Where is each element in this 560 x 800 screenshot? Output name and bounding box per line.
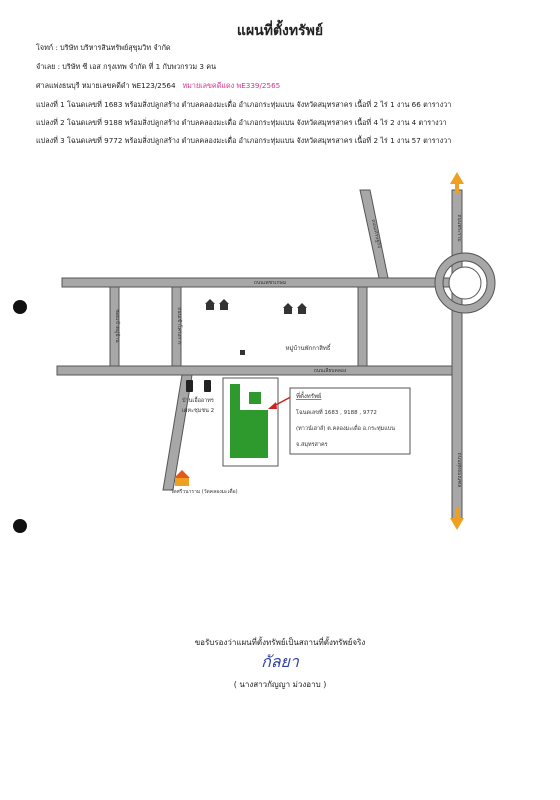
plot-line-2: แปลงที่ 2 โฉนดเลขที่ 9188 พร้อมสิ่งปลูกสร้าง ตำบลคลองมะเดื่อ อำเภอกระทุ่มแบน จังหวัดสมุทรสาคร เนื้อที่ 4 ไร่ 2 งาน 4 ตารางวา [36, 118, 447, 127]
property-plot-small [249, 392, 261, 404]
defendant-line: จำเลย : บริษัท ซี เอส กรุงเทพ จำกัด ที่ 1 กับพวกรวม 3 คน [36, 62, 217, 71]
court-red-case: หมายเลขคดีแดง พE339/2565 [182, 81, 281, 90]
plot-line-1: แปลงที่ 1 โฉนดเลขที่ 1683 พร้อมสิ่งปลูกสร้าง ตำบลคลองมะเดื่อ อำเภอกระทุ่มแบน จังหวัดสมุทรสาคร เนื้อที่ 2 ไร่ 1 งาน 66 ตารางวา [36, 100, 452, 109]
building-label-2: เคหะชุมชน 2 [181, 408, 215, 414]
roads [57, 190, 462, 520]
temple-label: วัดศรีวนาราม (วัดคลองมะเดื่อ) [170, 489, 238, 495]
document-title: แผนที่ตั้งทรัพย์ [236, 23, 324, 39]
road-label-top: ถนนเพชรเกษม [253, 280, 287, 286]
legend-title: ที่ตั้งทรัพย์ [296, 393, 322, 400]
building-icon [186, 380, 211, 392]
plaintiff-line: โจทก์ : บริษัท บริหารสินทรัพย์สุขุมวิท จำกัด [36, 43, 171, 52]
house-icon [240, 350, 245, 355]
plot-line-3: แปลงที่ 3 โฉนดเลขที่ 9772 พร้อมสิ่งปลูกสร้าง ตำบลคลองมะเดื่อ อำเภอกระทุ่มแบน จังหวัดสมุทรสาคร เนื้อที่ 2 ไร่ 1 งาน 57 ตารางวา [36, 136, 452, 145]
court-black-case: ศาลแพ่งธนบุรี หมายเลขคดีดำ พE123/2564 [36, 81, 176, 90]
road-lower-horizontal [57, 366, 457, 375]
house-icon [205, 299, 229, 310]
road-right-vertical [358, 287, 367, 366]
road-label-left-vertical: ซอยเข้าหมู่บ้าน [114, 309, 120, 343]
signer-name: ( นางสาวกัญญา ม่วงอาบ ) [233, 680, 327, 689]
road-label-right-bottom: ถนนพุทธมณฑล [456, 452, 462, 488]
legend-line-1: โฉนดเลขที่ 1683 , 9188 , 9772 [296, 410, 377, 416]
road-diagonal-bottom [163, 375, 192, 490]
legend-line-2: (ทาวน์เฮาส์) ต.คลองมะเดื่อ อ.กระทุ่มแบน [296, 426, 396, 432]
village-label: หมู่บ้านพักกาสิทธิ์ [285, 345, 331, 352]
certification-text: ขอรับรองว่าแผนที่ตั้งทรัพย์เป็นสถานที่ตั้งทรัพย์จริง [194, 638, 366, 647]
road-label-diagonal: ถนนเศรษฐกิจ [369, 218, 382, 249]
road-label-lower: ถนนเลียบคลอง [313, 368, 347, 374]
house-icon [283, 303, 307, 314]
legend-line-3: จ.สมุทรสาคร [296, 442, 328, 448]
road-label-right-top: ถนนพระราม [456, 214, 462, 242]
signature: กัลยา [261, 652, 299, 671]
building-label-1: บ้านเอื้ออาทร [182, 398, 214, 404]
road-label-mid-vertical: ถนนเข้าโครงการ [176, 307, 182, 345]
